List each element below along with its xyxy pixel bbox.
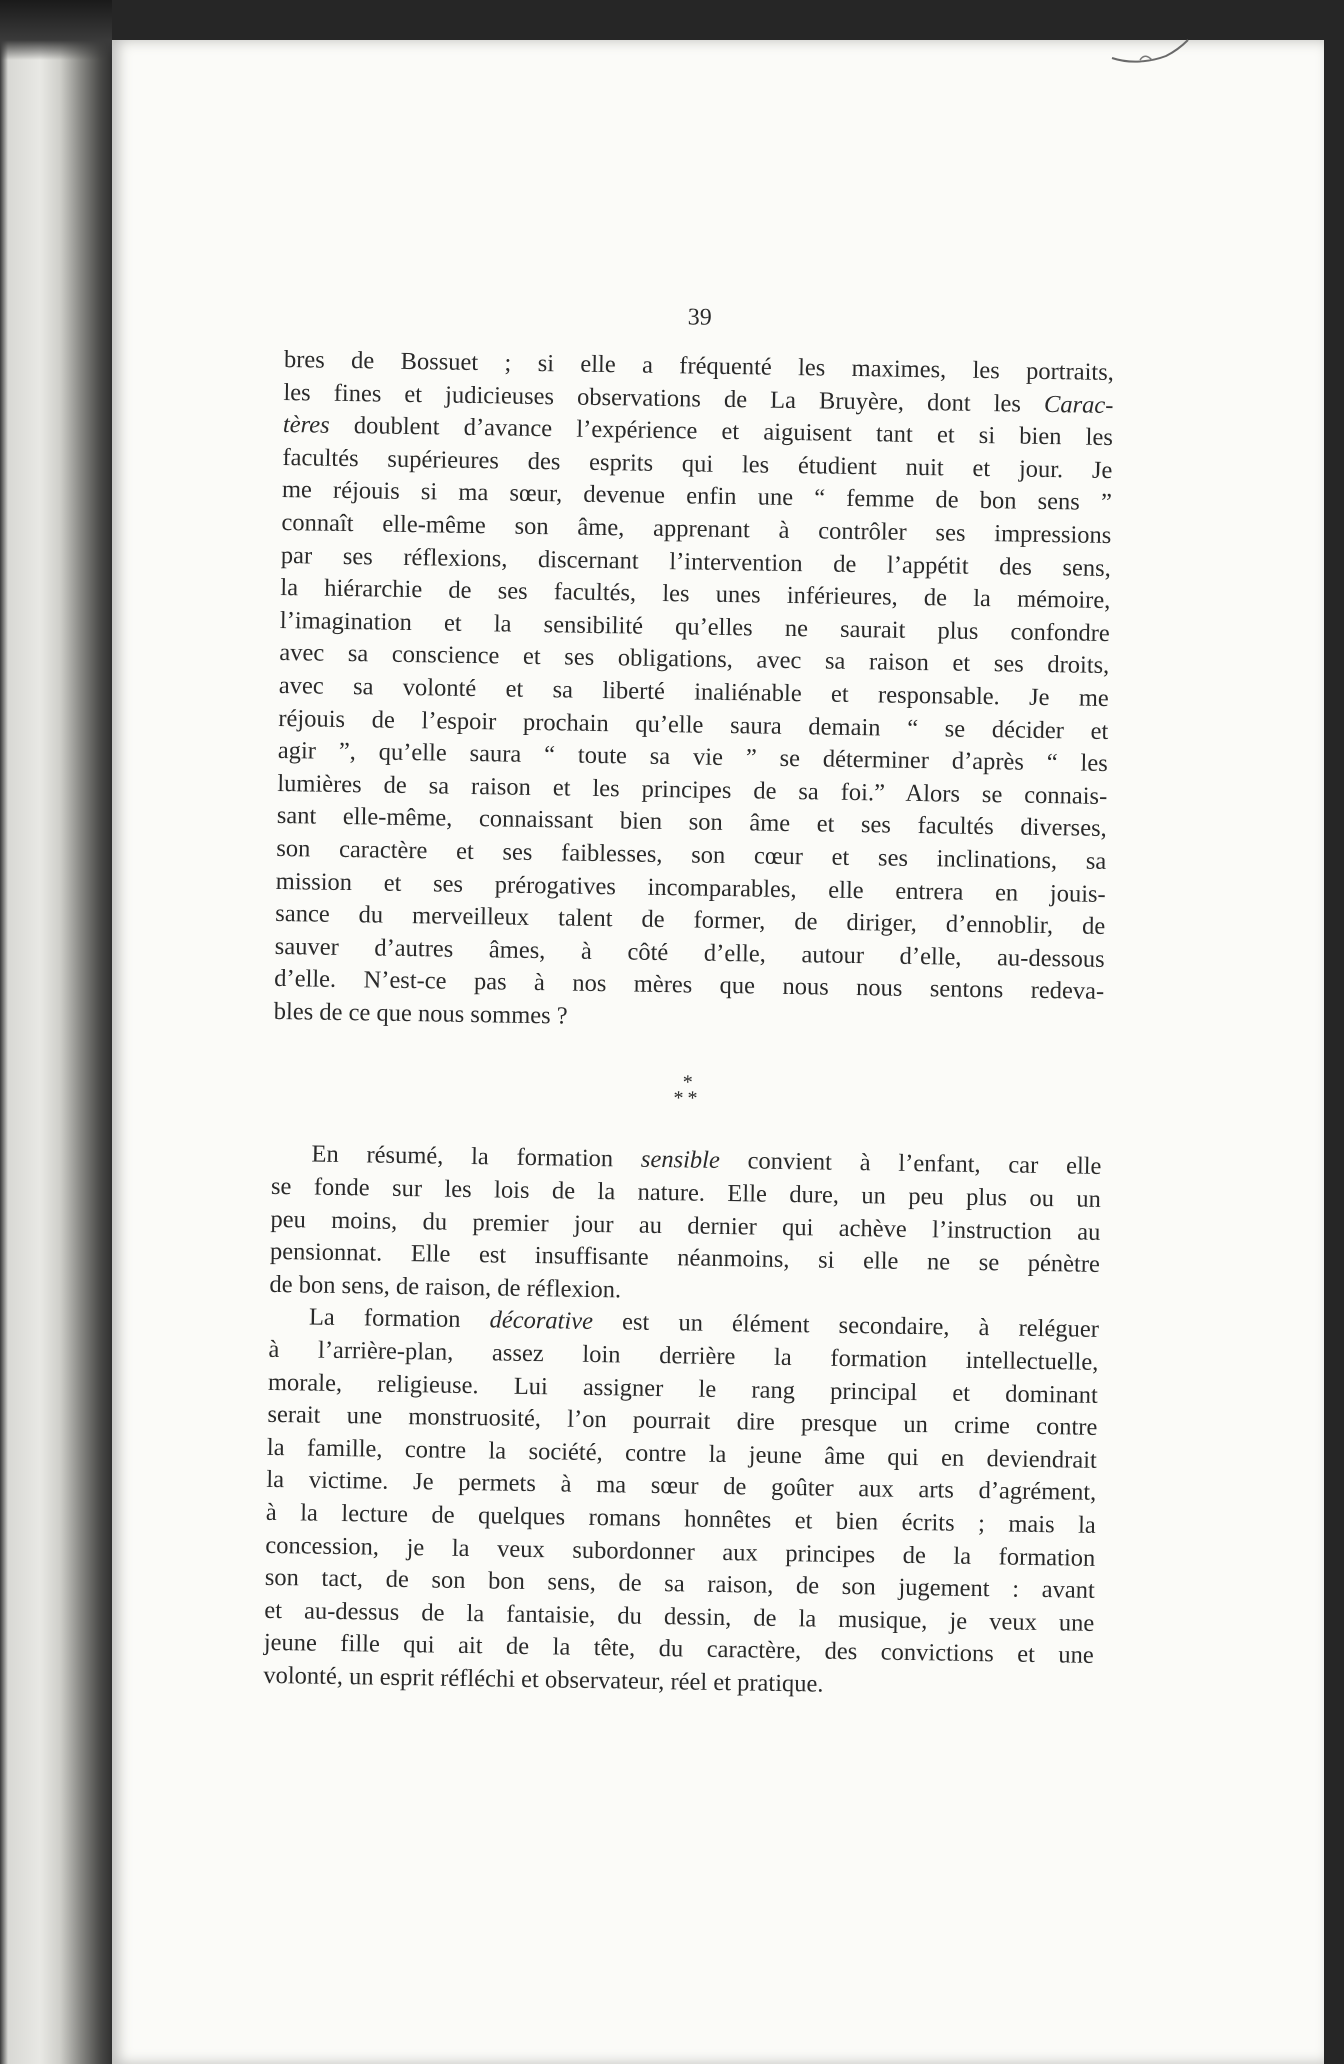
text-line: les fines et judicieuses observations de La Bruyère, dont les Carac- — [283, 378, 1114, 419]
text-line: bles de ce que nous sommes ? — [273, 997, 568, 1030]
text-line: volonté, un esprit réfléchi et observateur, réel et pratique. — [263, 1661, 824, 1698]
text-line: la famille, contre la société, contre la jeune âme qui en deviendrait — [266, 1433, 1098, 1474]
text-line: à la lecture de quelques romans honnêtes et bien écrits ; mais la — [265, 1498, 1097, 1539]
text-line: concession, je la veux subordonner aux principes de la formation — [265, 1531, 1096, 1572]
text-line: agir ”, qu’elle saura “ toute sa vie ” se déterminer d’après “ les — [277, 737, 1108, 778]
asterism-bottom: ** — [673, 1087, 702, 1111]
text-line: pensionnat. Elle est insuffisante néanmoins, si elle ne se pénètre — [269, 1238, 1101, 1279]
asterism-divider — [272, 1068, 1102, 1115]
right-border — [1322, 0, 1344, 2064]
text-line: et au-dessus de la fantaisie, du dessin, de la musique, je veux une — [264, 1596, 1095, 1637]
text-line: avec sa volonté et sa liberté inaliénable et responsable. Je me — [278, 671, 1109, 712]
text-line: En résumé, la formation sensible convient à l’enfant, car elle — [311, 1140, 1102, 1181]
text-line: à l’arrière-plan, assez loin derrière la formation intellectuelle, — [268, 1335, 1099, 1376]
pencil-mark-icon — [1110, 38, 1190, 68]
gutter-shadow — [0, 0, 112, 60]
asterism-top: * — [682, 1071, 693, 1094]
book-gutter — [0, 0, 112, 2064]
text-line: avec sa conscience et ses obligations, avec sa raison et ses droits, — [279, 639, 1110, 680]
text-line: jeune fille qui ait de la tête, du caractère, des convictions et une — [263, 1629, 1094, 1670]
text-line: connaît elle-même son âme, apprenant à contrôler ses impressions — [281, 508, 1112, 549]
text-line: La formation décorative est un élément secondaire, à reléguer — [308, 1303, 1100, 1344]
top-border — [112, 0, 1344, 42]
text-line: lumières de sa raison et les principes de sa foi.” Alors se connais- — [277, 769, 1108, 810]
text-line: de bon sens, de raison, de réflexion. — [269, 1270, 622, 1304]
text-line: me réjouis si ma sœur, devenue enfin une “ femme de bon sens ” — [281, 476, 1113, 517]
text-line: sance du merveilleux talent de former, de diriger, d’ennoblir, de — [275, 900, 1106, 941]
text-line: son tact, de son bon sens, de sa raison, de son jugement : avant — [264, 1564, 1095, 1605]
text-line: se fonde sur les lois de la nature. Elle dure, un peu plus ou un — [270, 1172, 1102, 1213]
paragraph-2 — [269, 1138, 1101, 1314]
text-line: la victime. Je permets à ma sœur de goûter aux arts d’agrément, — [266, 1466, 1097, 1507]
text-line: par ses réflexions, discernant l’intervention de l’appétit des sens, — [280, 541, 1112, 582]
paragraph-1 — [273, 344, 1114, 1041]
text-line: la hiérarchie de ses facultés, les unes inférieures, de la mémoire, — [280, 574, 1111, 615]
text-line: l’imagination et la sensibilité qu’elles ne saurait plus confondre — [279, 606, 1111, 647]
text-line: morale, religieuse. Lui assigner le rang principal et dominant — [267, 1368, 1099, 1409]
text-line: bres de Bossuet ; si elle a fréquenté les maximes, les portraits, — [283, 345, 1115, 387]
text-line: peu moins, du premier jour au dernier qui achève l’instruction au — [270, 1205, 1101, 1246]
text-line: sauver d’autres âmes, à côté d’elle, autour d’elle, au-dessous — [274, 932, 1105, 973]
text-line: tères doublent d’avance l’expérience et aiguisent tant et si bien les — [282, 411, 1114, 452]
text-line: mission et ses prérogatives incomparables, elle entrera en jouis- — [275, 867, 1106, 908]
text-line: son caractère et ses faiblesses, son cœur et ses inclinations, sa — [276, 834, 1107, 875]
text-line: d’elle. N’est-ce pas à nos mères que nous nous sentons redeva- — [274, 965, 1105, 1006]
page-text — [263, 296, 1115, 1705]
text-line: facultés supérieures des esprits qui les étudient nuit et jour. Je — [282, 443, 1113, 484]
text-line: réjouis de l’espoir prochain qu’elle saura demain “ se décider et — [278, 704, 1109, 745]
text-line: serait une monstruosité, l’on pourrait dire presque un crime contre — [267, 1401, 1098, 1442]
text-line: sant elle-même, connaissant bien son âme et ses facultés diverses, — [276, 802, 1107, 843]
page-number: 39 — [687, 304, 712, 331]
paragraph-3 — [263, 1301, 1099, 1705]
